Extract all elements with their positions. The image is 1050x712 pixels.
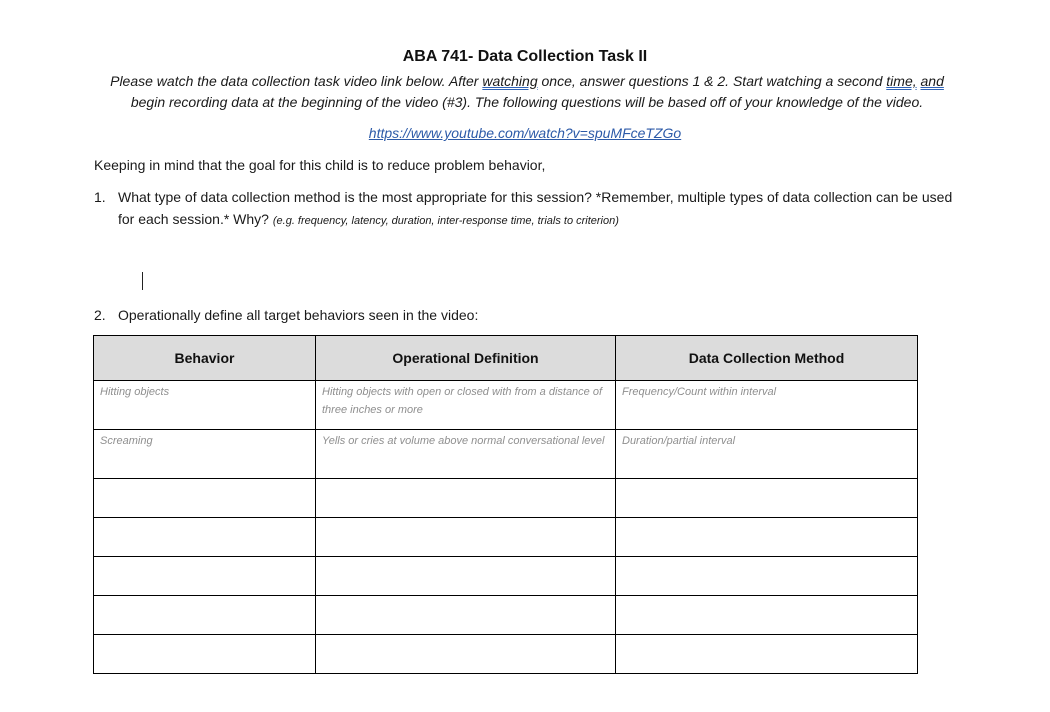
- table-cell[interactable]: [316, 518, 616, 557]
- instructions-text-2: once, answer questions 1 & 2. Start watching a second: [537, 73, 887, 89]
- instructions-text-1: Please watch the data collection task video link below. After: [110, 73, 483, 89]
- question-body: Operationally define all target behaviors seen in the video:: [118, 307, 479, 323]
- table-cell[interactable]: [94, 479, 316, 518]
- table-cell[interactable]: [94, 596, 316, 635]
- header-behavior: Behavior: [94, 336, 316, 381]
- table-cell[interactable]: [316, 635, 616, 674]
- instructions-text-4: begin recording data at the beginning of the video (#3). The following questions will be based off of your knowledge of the video.: [130, 94, 924, 110]
- table-cell[interactable]: Screaming: [94, 430, 316, 479]
- video-link[interactable]: https://www.youtube.com/watch?v=spuMFceTZGo: [368, 125, 682, 141]
- table-cell[interactable]: [616, 557, 918, 596]
- table-cell[interactable]: [316, 596, 616, 635]
- question-2: [94, 304, 958, 326]
- table-cell[interactable]: Hitting objects: [94, 381, 316, 430]
- spellcheck-word[interactable]: and: [920, 73, 944, 89]
- question-number: 2.: [94, 307, 106, 323]
- question-number: 1.: [94, 189, 106, 205]
- table-cell[interactable]: Duration/partial interval: [616, 430, 918, 479]
- table-row: [94, 430, 918, 479]
- table-cell[interactable]: [94, 557, 316, 596]
- table-cell[interactable]: [616, 596, 918, 635]
- table-cell[interactable]: [316, 557, 616, 596]
- table-cell[interactable]: [94, 518, 316, 557]
- table-row: [94, 479, 918, 518]
- table-cell[interactable]: Frequency/Count within interval: [616, 381, 918, 430]
- instructions-paragraph: [92, 71, 962, 113]
- table-cell[interactable]: Yells or cries at volume above normal conversational level: [316, 430, 616, 479]
- table-cell[interactable]: [616, 479, 918, 518]
- question-text: What type of data collection method is the most appropriate for this session? *Remember, multiple types of data collection can be used for each session.* Why?: [118, 189, 953, 227]
- spellcheck-word[interactable]: time,: [886, 73, 917, 89]
- table-cell[interactable]: [94, 635, 316, 674]
- table-row: [94, 596, 918, 635]
- table-row: [94, 381, 918, 430]
- table-row: [94, 635, 918, 674]
- header-operational-definition: Operational Definition: [316, 336, 616, 381]
- behavior-table: [93, 335, 918, 674]
- question-body: [118, 186, 958, 232]
- question-hint: (e.g. frequency, latency, duration, inter-response time, trials to criterion): [272, 215, 619, 227]
- table-row: [94, 518, 918, 557]
- intro-text: Keeping in mind that the goal for this child is to reduce problem behavior,: [94, 157, 546, 173]
- document-title: ABA 741- Data Collection Task II: [402, 48, 648, 65]
- question-1: [94, 186, 958, 232]
- header-data-collection-method: Data Collection Method: [616, 336, 918, 381]
- table-cell[interactable]: Hitting objects with open or closed with from a distance of three inches or more: [316, 381, 616, 430]
- table-cell[interactable]: [616, 635, 918, 674]
- table-row: [94, 557, 918, 596]
- text-cursor[interactable]: [142, 272, 143, 290]
- table-header-row: [94, 336, 918, 381]
- table-cell[interactable]: [316, 479, 616, 518]
- spellcheck-word[interactable]: watching: [482, 73, 538, 89]
- table-cell[interactable]: [616, 518, 918, 557]
